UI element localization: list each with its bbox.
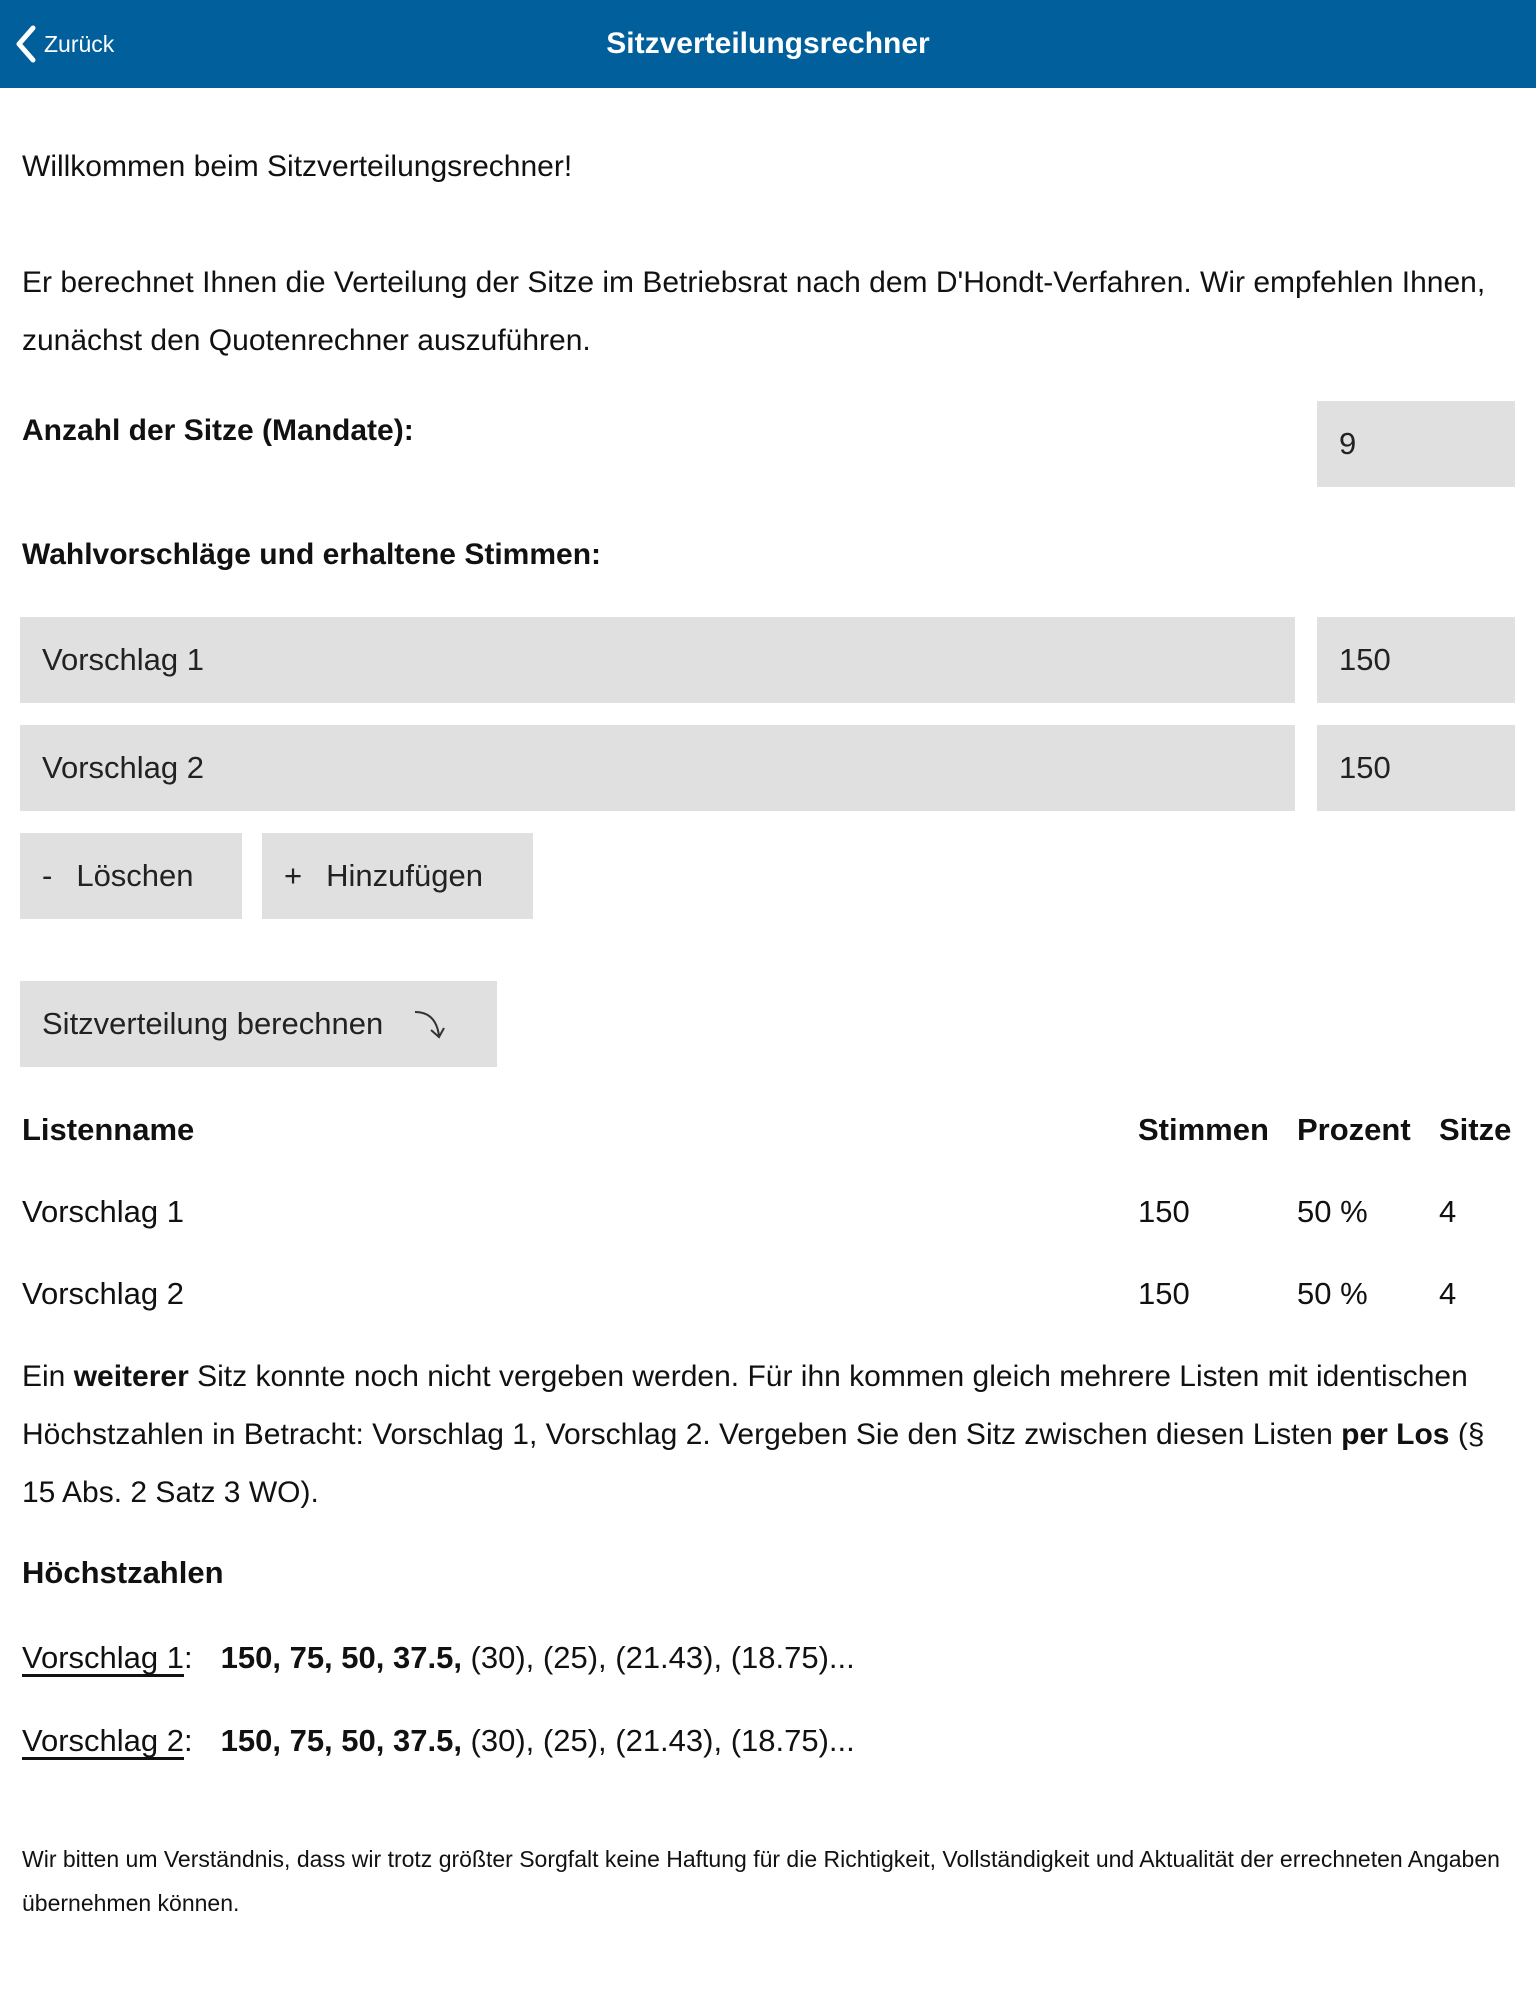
calculate-label: Sitzverteilung berechnen	[42, 1006, 384, 1041]
disclaimer-text: Wir bitten um Verständnis, dass wir trotz größter Sorgfalt keine Haftung für die Richtigkeit, Vollständigkeit und Aktualität der errechneten Angaben übernehmen können.	[22, 1846, 1500, 1916]
row-votes: 150	[1138, 1194, 1190, 1229]
row-percent: 50 %	[1297, 1276, 1368, 1311]
delete-label: Löschen	[76, 858, 194, 893]
proposal-name-input-1[interactable]: Vorschlag 1	[20, 617, 1295, 703]
notice-text: (§ 15 Abs. 2 Satz 3 WO).	[22, 1418, 1485, 1509]
list-item	[22, 1640, 855, 1676]
elected-values: 150, 75, 50, 37.5,	[220, 1640, 462, 1675]
proposal-votes-input-2[interactable]: 150	[1317, 725, 1515, 811]
row-seats: 4	[1439, 1276, 1457, 1311]
row-votes: 150	[1138, 1276, 1190, 1311]
remaining-values: (30), (25), (21.43), (18.75)...	[461, 1640, 855, 1675]
add-button[interactable]	[262, 833, 533, 919]
proposal-link[interactable]: Vorschlag 1	[22, 1640, 184, 1675]
intro-description: Er berechnet Ihnen die Verteilung der Sitze im Betriebsrat nach dem D'Hondt-Verfahren. Wir empfehlen Ihnen, zunächst den Quotenrechner auszuführen.	[22, 266, 1486, 357]
notice-emphasis: per Los	[1341, 1418, 1450, 1451]
minus-icon: -	[42, 858, 53, 893]
tie-notice	[22, 1348, 1517, 1522]
row-name: Vorschlag 2	[22, 1276, 184, 1311]
column-header-percent: Prozent	[1297, 1112, 1411, 1147]
row-percent: 50 %	[1297, 1194, 1368, 1229]
notice-text: Sitz konnte noch nicht vergeben werden. Für ihn kommen gleich mehrere Listen mit identischen Höchstzahlen in Betracht: Vorschlag 1, Vorschlag 2. Vergeben Sie den Sitz zwischen diesen Listen	[22, 1360, 1468, 1451]
hoechstzahlen-heading: Höchstzahlen	[22, 1555, 224, 1590]
back-label: Zurück	[44, 30, 115, 57]
add-label: Hinzufügen	[326, 858, 483, 893]
notice-text: Ein	[22, 1360, 74, 1393]
curved-arrow-icon	[409, 1004, 449, 1044]
page-title: Sitzverteilungsrechner	[606, 27, 930, 60]
column-header-name: Listenname	[22, 1112, 195, 1147]
proposal-name-input-2[interactable]: Vorschlag 2	[20, 725, 1295, 811]
row-seats: 4	[1439, 1194, 1457, 1229]
seats-input[interactable]: 9	[1317, 401, 1515, 487]
seats-label: Anzahl der Sitze (Mandate):	[22, 414, 414, 447]
proposal-link[interactable]: Vorschlag 2	[22, 1723, 184, 1758]
proposal-votes-input-1[interactable]: 150	[1317, 617, 1515, 703]
plus-icon: +	[284, 858, 303, 893]
row-name: Vorschlag 1	[22, 1194, 184, 1229]
separator: :	[184, 1640, 193, 1675]
remaining-values: (30), (25), (21.43), (18.75)...	[461, 1723, 855, 1758]
notice-emphasis: weiterer	[73, 1360, 189, 1393]
separator: :	[184, 1723, 193, 1758]
column-header-votes: Stimmen	[1138, 1112, 1269, 1147]
navigation-bar	[0, 0, 1536, 88]
welcome-text: Willkommen beim Sitzverteilungsrechner!	[22, 150, 573, 183]
elected-values: 150, 75, 50, 37.5,	[220, 1723, 462, 1758]
calculate-button[interactable]	[20, 981, 497, 1067]
column-header-seats: Sitze	[1439, 1112, 1512, 1147]
delete-button[interactable]	[20, 833, 242, 919]
list-item	[22, 1723, 855, 1759]
proposals-heading: Wahlvorschläge und erhaltene Stimmen:	[22, 538, 602, 571]
